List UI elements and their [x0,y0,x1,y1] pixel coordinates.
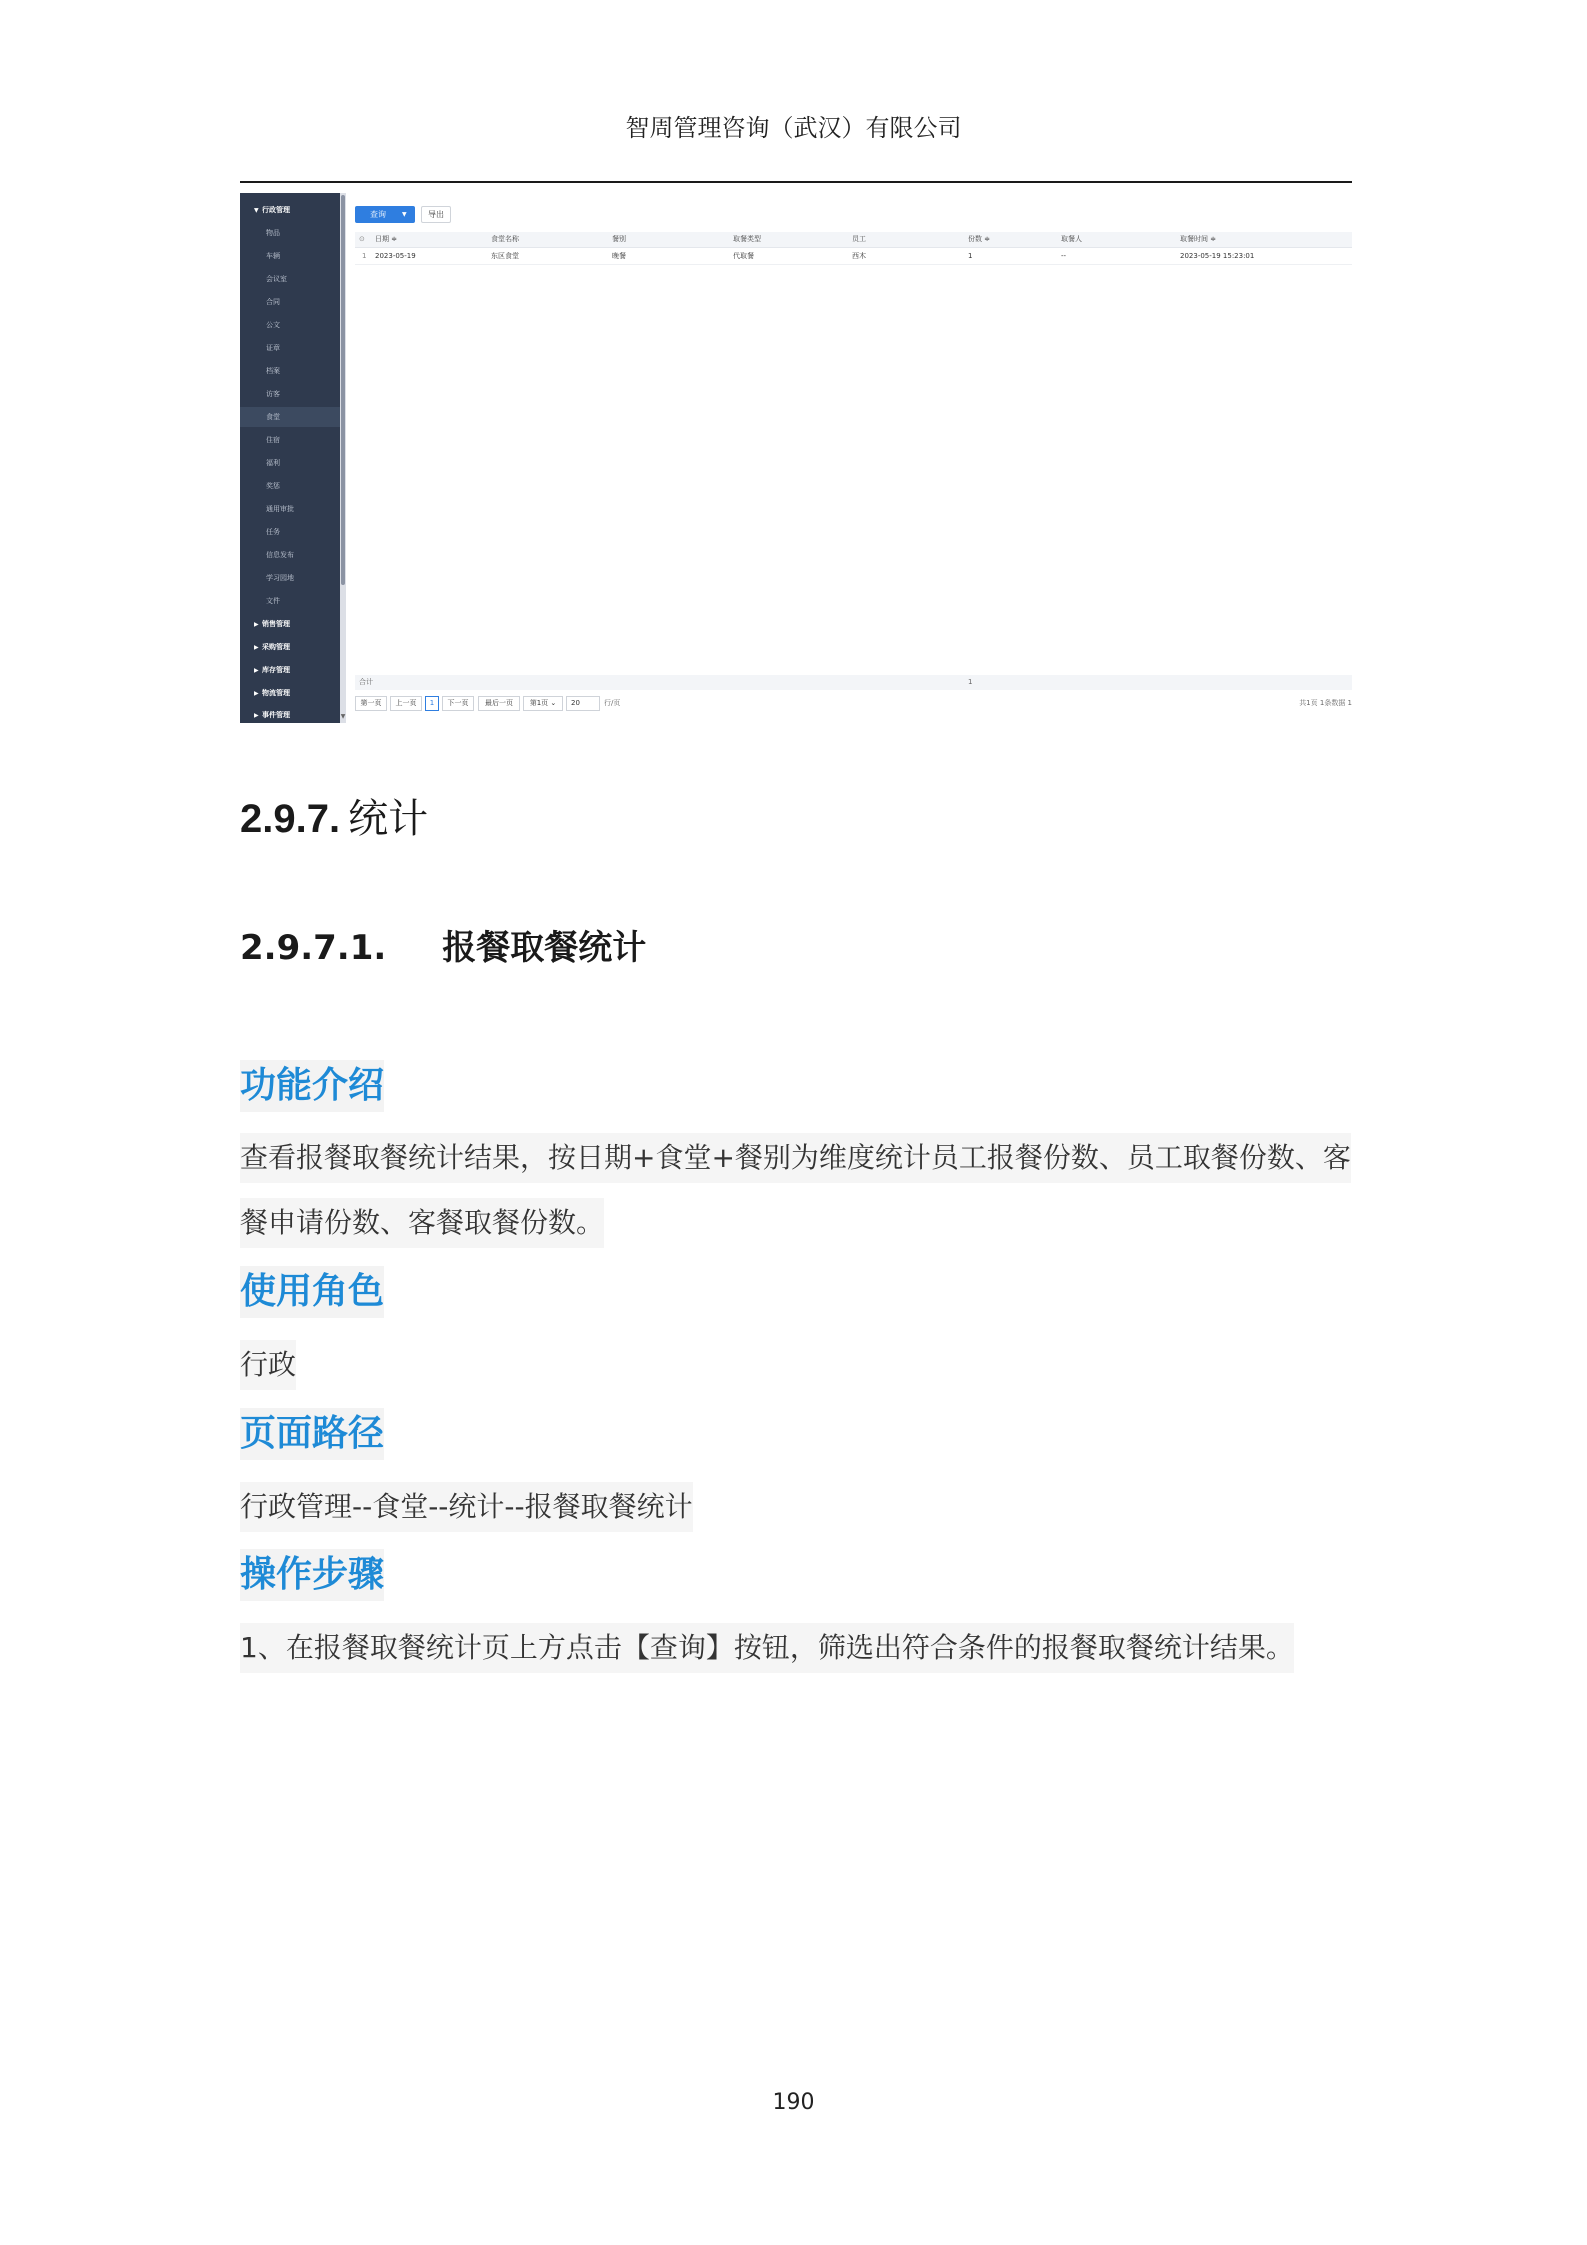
cell-date: 2023-05-19 [375,252,416,260]
caret-right-icon: ▶ [254,712,259,719]
cell-meal: 晚餐 [612,252,626,260]
sidebar-group[interactable] [240,637,340,657]
page-number: 190 [772,2090,815,2115]
caret-down-icon: ▼ [254,207,259,214]
sidebar-item[interactable]: 奖惩 [266,482,280,490]
page-select[interactable] [523,696,563,711]
sidebar-group-label: 物流管理 [262,689,290,697]
role-text: 行政 [240,1340,296,1390]
section-heading [240,792,428,846]
sidebar-group-admin[interactable] [240,200,340,220]
sidebar-item[interactable]: 访客 [266,390,280,398]
column-header-picker[interactable]: 取餐人 [1061,235,1082,243]
page-select-value: 第1页 [529,699,549,707]
sidebar-item[interactable]: 信息发布 [266,551,294,559]
cell-portions: 1 [968,252,973,260]
sidebar-group-label: 销售管理 [262,620,290,628]
caret-right-icon: ▶ [254,690,259,697]
sidebar-item[interactable]: 证章 [266,344,280,352]
export-button[interactable]: 导出 [421,206,451,223]
table-row[interactable] [355,249,1352,265]
sidebar-group[interactable] [240,660,340,680]
sidebar-group-label: 采购管理 [262,643,290,651]
sidebar-item[interactable]: 公文 [266,321,280,329]
cell-picker: -- [1061,252,1067,260]
sidebar-item[interactable]: 会议室 [266,275,287,283]
role-heading: 使用角色 [240,1266,384,1318]
header-divider [240,181,1352,183]
column-header-portions[interactable]: 份数 ≑ [968,235,991,243]
table-footer-total [355,675,1352,690]
intro-heading: 功能介绍 [240,1060,384,1112]
scroll-down-icon[interactable]: ▼ [340,713,346,720]
sidebar-item[interactable]: 通用审批 [266,505,294,513]
caret-right-icon: ▶ [254,621,259,628]
first-page-button[interactable]: 第一页 [355,696,387,711]
settings-icon[interactable]: ⊙ [359,235,365,243]
intro-text-line-1: 查看报餐取餐统计结果，按日期+食堂+餐别为维度统计员工报餐份数、员工取餐份数、客 [240,1133,1351,1183]
subsection-heading [240,925,646,971]
cell-canteen: 东区食堂 [491,252,519,260]
intro-text-line-2: 餐申请份数、客餐取餐份数。 [240,1198,604,1248]
sidebar-group-label: 事件管理 [262,711,290,719]
sidebar-group-label: 库存管理 [262,666,290,674]
column-header-date[interactable]: 日期 ≑ [375,235,398,243]
total-value: 1 [968,678,973,686]
subsection-number: 2.9.7.1. [240,928,387,968]
query-button[interactable] [355,206,415,223]
steps-heading: 操作步骤 [240,1549,384,1601]
column-header-pickup-time[interactable]: 取餐时间 ≑ [1180,235,1217,243]
caret-right-icon: ▶ [254,644,259,651]
table-header [355,232,1352,248]
sidebar-group-label: 行政管理 [262,206,290,214]
page-header-title: 智周管理咨询（武汉）有限公司 [625,114,962,142]
chevron-down-icon: ▼ [402,211,407,218]
chevron-down-icon: ⌄ [550,699,557,707]
row-index: 1 [362,252,367,260]
cell-pickup-time: 2023-05-19 15:23:01 [1180,252,1255,260]
column-header-meal[interactable]: 餐别 [612,235,626,243]
page-size-input[interactable]: 20 [566,696,600,711]
path-text: 行政管理--食堂--统计--报餐取餐统计 [240,1482,693,1532]
sidebar-item[interactable]: 档案 [266,367,280,375]
next-page-button[interactable]: 下一页 [442,696,474,711]
main-panel [352,193,1352,723]
total-label: 合计 [359,678,373,686]
embedded-screenshot [240,193,1352,723]
path-heading: 页面路径 [240,1408,384,1460]
section-number: 2.9.7. [240,797,341,841]
pagination [355,696,1352,712]
cell-pickup-type: 代取餐 [733,252,754,260]
sidebar-item[interactable]: 文件 [266,597,280,605]
sidebar-scrollbar-thumb[interactable] [341,195,345,585]
column-header-canteen[interactable]: 食堂名称 [491,235,519,243]
sidebar-item[interactable]: 住宿 [266,436,280,444]
sidebar-group[interactable] [240,683,340,703]
query-button-label: 查询 [370,210,386,219]
prev-page-button[interactable]: 上一页 [390,696,422,711]
subsection-title: 报餐取餐统计 [442,928,647,968]
sidebar-group[interactable] [240,614,340,634]
sidebar-item[interactable]: 车辆 [266,252,280,260]
step-1-text: 1、在报餐取餐统计页上方点击【查询】按钮，筛选出符合条件的报餐取餐统计结果。 [240,1623,1294,1673]
last-page-button[interactable]: 最后一页 [478,696,520,711]
sidebar [240,193,340,723]
current-page-button[interactable]: 1 [425,696,439,711]
sidebar-item-canteen[interactable]: 食堂 [240,407,340,427]
sidebar-item[interactable]: 合同 [266,298,280,306]
sidebar-group[interactable] [240,705,340,723]
cell-employee: 西木 [852,252,866,260]
column-header-employee[interactable]: 员工 [852,235,866,243]
sidebar-item[interactable]: 任务 [266,528,280,536]
column-header-pickup-type[interactable]: 取餐类型 [733,235,761,243]
caret-right-icon: ▶ [254,667,259,674]
sidebar-item[interactable]: 学习园地 [266,574,294,582]
pagination-summary: 共1页 1条数据 1 [1299,699,1352,707]
rows-per-page-label: 行/页 [604,699,621,707]
sidebar-item[interactable]: 物品 [266,229,280,237]
section-title: 统计 [348,796,429,842]
sidebar-item[interactable]: 福利 [266,459,280,467]
